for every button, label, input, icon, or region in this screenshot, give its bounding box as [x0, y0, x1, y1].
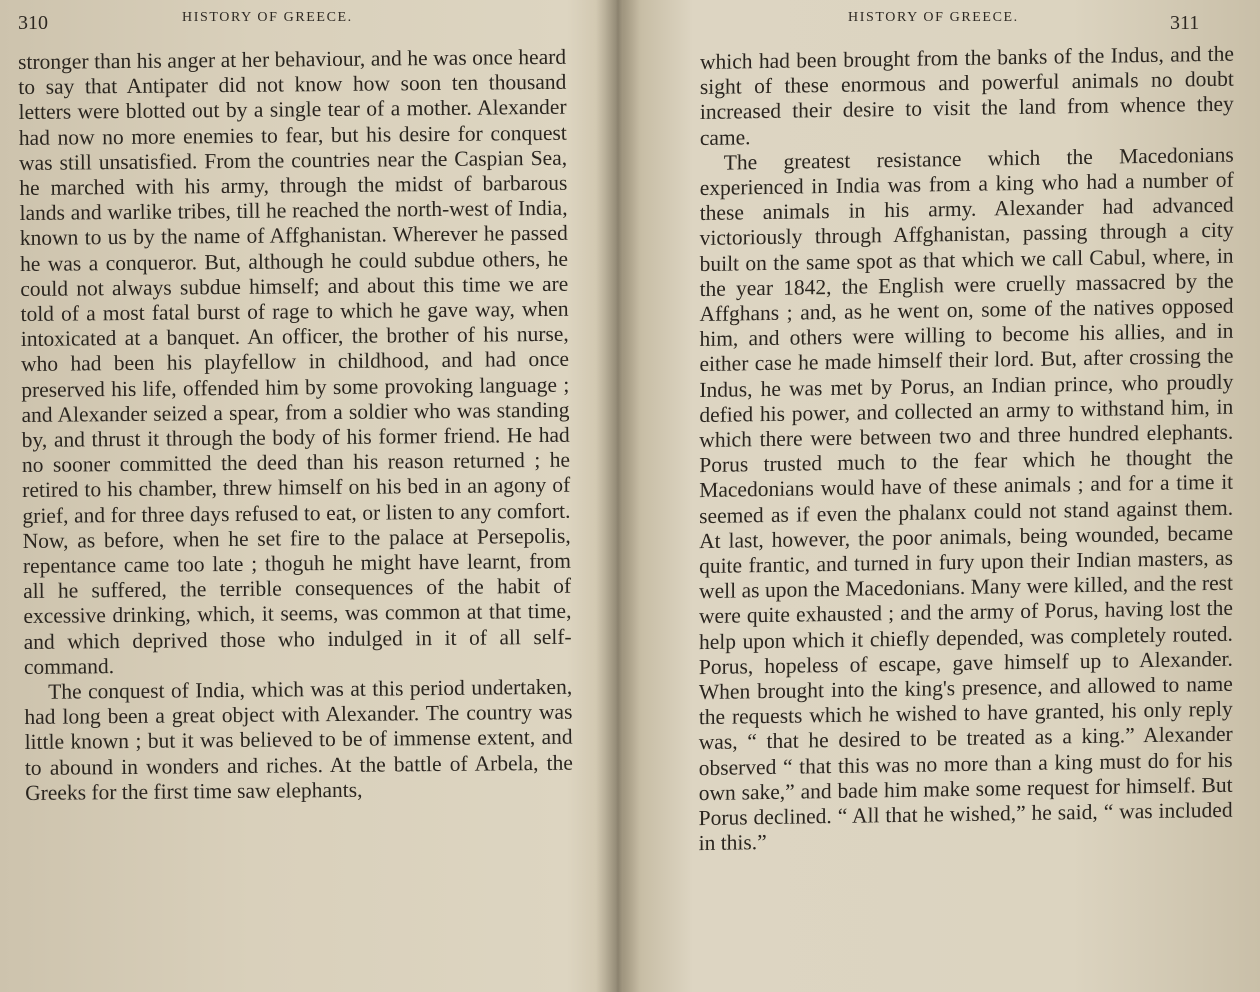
- paragraph: stronger than his anger at her behaviour, and he was once heard to say that Antipater did not know how soon ten thousand letters were blotted out by a single tear of a mother. Alexander had now no more enemies to fear, but his desire for conquest was still unsatisfied. From the countries near the Caspian Sea, he marched with his army, through the midst of barbarous lands and warlike tribes, till he reached the north-west of India, known to us by the name of Affghanistan. Wherever he passed he was a conqueror. But, although he could subdue others, he could not always subdue himself; and about this time we are told of a most fatal burst of rage to which he gave way, when intoxicated at a banquet. An officer, the brother of his nurse, who had been his playfellow in childhood, and had once preserved his life, offended him by some provoking language ; and Alexander seized a spear, from a soldier who was standing by, and thrust it through the body of his former friend. He had no sooner committed the deed than his reason returned ; he retired to his chamber, threw himself on his bed in an agony of grief, and for three days refused to eat, or listen to any comfort. Now, as before, when he set fire to the palace at Persepolis, repentance came too late ; thoguh he might have learnt, from all he suffered, the terrible consequences of the habit of excessive drinking, which, it seems, was common at that time, and which deprived those who indulged in it of all self-command.: [18, 44, 572, 679]
- left-page: [0, 0, 606, 992]
- page-body: [699, 42, 1234, 857]
- paragraph: The greatest resistance which the Macedonians experienced in India was from a king who had a number of these animals in his army. Alexander had advanced victoriously through Affghanistan, passing through a city built on the same spot as that which we call Cabul, where, in the year 1842, the English were cruelly massacred by the Affghans ; and, as he went on, some of the natives opposed him, and others were willing to become his allies, and in either case he made himself their lord. But, after crossing the Indus, he was met by Porus, an Indian prince, who proudly defied his power, and collected an army to withstand him, in which there were between two and three hundred elephants. Porus trusted much to the fear which he thought the Macedonians would have of these animals ; and for a time it seemed as if even the phalanx could not stand against them. At last, however, the poor animals, being wounded, became quite frantic, and turned in fury upon their Indian masters, as well as upon the Macedonians. Many were killed, and the rest were quite exhausted ; and the army of Porus, having lost the help upon which it chiefly depended, was completely routed. Porus, hopeless of escape, gave himself up to Alexander. When brought into the king's presence, and allowed to name the requests which he wished to have granted, his only reply was, “ that he desired to be treated as a king.” Alexander observed “ that this was no more than a king must do for his own sake,” and bade him make some request for himself. But Porus declined. “ All that he wished,” he said, “ was included in this.”: [698, 142, 1234, 856]
- paragraph: which had been brought from the banks of the Indus, and the sight of these enormous and powerful animals no doubt increased their desire to visit the land from whence they came.: [699, 41, 1234, 150]
- running-head: HISTORY OF GREECE.: [182, 10, 353, 25]
- right-page: [630, 0, 1260, 992]
- running-head: HISTORY OF GREECE.: [848, 10, 1019, 25]
- paragraph: The conquest of India, which was at this period undertaken, had long been a great object with Alexander. The country was little known ; but it was believed to be of immense extent, and to abound in wonders and riches. At the battle of Arbela, the Greeks for the first time saw elephants,: [24, 674, 573, 805]
- page-body: [18, 45, 573, 806]
- page-number: 311: [1170, 12, 1200, 34]
- page-number: 310: [18, 12, 48, 34]
